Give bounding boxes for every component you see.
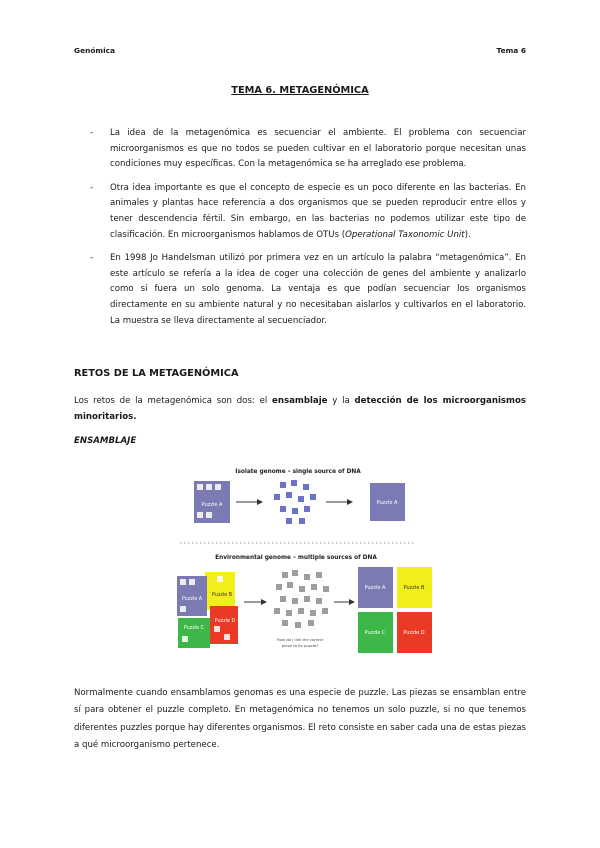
- intro-part2: y la: [327, 396, 355, 406]
- figure-footnote-line2: piece to its puzzle?: [281, 643, 319, 648]
- section-intro: [74, 393, 526, 425]
- puzzle-a-source-2-label: Puzzle A: [182, 597, 202, 602]
- bullet-item-2: [90, 181, 526, 243]
- bullet-2-italic: Operational Taxonomic Unit: [345, 229, 465, 240]
- puzzle-c-source: [178, 618, 210, 648]
- bullet-2-end: ).: [464, 229, 471, 240]
- closing-paragraph: Normalmente cuando ensamblamos genomas es una especie de puzzle. Las piezas se ensamblan entre sí para obtener el puzzle completo. En metagenómica no tenemos un solo puzzle, si no que tenemos diferentes puzzles porque hay diferentes organismos. El reto consiste en saber cada una de estas piezas a qué microorganismo pertenece.: [74, 688, 526, 751]
- intro-part1: Los retos de la metagenómica son dos: el: [74, 396, 273, 406]
- bullet-item-3: - En 1998 Jo Handelsman utilizó por primera vez en un artículo la palabra “metagenómica”. En este artículo se refería a la idea de coger una colección de genes del ambiente y analizarlo como si fuera un solo genoma. La ventaja es que podían secuenciar los organismos directamente en su ambiente natural y no necesitaban aislarlos y cultivarlos en el laboratorio. La muestra se lleva directamente al secuenciador.: [90, 251, 526, 329]
- figure-top-caption: Isolate genome – single source of DNA: [235, 469, 361, 475]
- puzzle-d-grid-label: Puzzle D: [403, 630, 425, 636]
- isolate-pieces: [274, 480, 316, 524]
- puzzle-a-grid-label: Puzzle A: [364, 585, 386, 591]
- figure-bottom-caption: Environmental genome – multiple sources of DNA: [215, 555, 377, 561]
- puzzle-d-source-label: Puzzle D: [214, 619, 236, 624]
- bullet-2-text: Otra idea importante es que el concepto de especie es un poco diferente en las bacterias. En animales y plantas hace referencia a dos organismos que se pueden reproducir entre ellos y tener descendencia fértil. Sin embargo, en las bacterias no podemos utilizar este tipo de clasificación. En microorganismos hablamos de OTUs (: [110, 182, 526, 240]
- assembly-figure: [170, 458, 440, 658]
- section-heading: RETOS DE LA METAGENÓMICA: [74, 368, 239, 379]
- page-title: TEMA 6. METAGENÓMICA: [231, 85, 369, 96]
- figure-footnote-line1: How do I link the correct: [276, 637, 324, 642]
- header-topic: Tema 6: [496, 46, 526, 55]
- environmental-pieces: [274, 570, 329, 628]
- puzzle-c-grid-label: Puzzle C: [364, 630, 386, 636]
- header-subject: Genómica: [74, 46, 116, 55]
- subsection-heading: ENSAMBLAJE: [74, 436, 137, 446]
- puzzle-a-result-label: Puzzle A: [376, 500, 398, 506]
- puzzle-c-source-label: Puzzle C: [183, 626, 205, 631]
- intro-bold1: ensamblaje: [272, 396, 328, 406]
- puzzle-b-grid-label: Puzzle B: [403, 585, 425, 591]
- bullet-list: [90, 126, 526, 337]
- intro-bold2: detección de los microorganismos minoritarios.: [74, 396, 526, 422]
- puzzle-b-source-label: Puzzle B: [212, 593, 232, 598]
- bullet-item-1: - La idea de la metagenómica es secuenciar el ambiente. El problema con secuenciar microorganismos es que no todos se pueden cultivar en el laboratorio porque necesitan unas condiciones muy específicas. Con la metagenómica se ha arreglado ese problema.: [90, 126, 526, 173]
- puzzle-a-source-label: Puzzle A: [201, 502, 223, 508]
